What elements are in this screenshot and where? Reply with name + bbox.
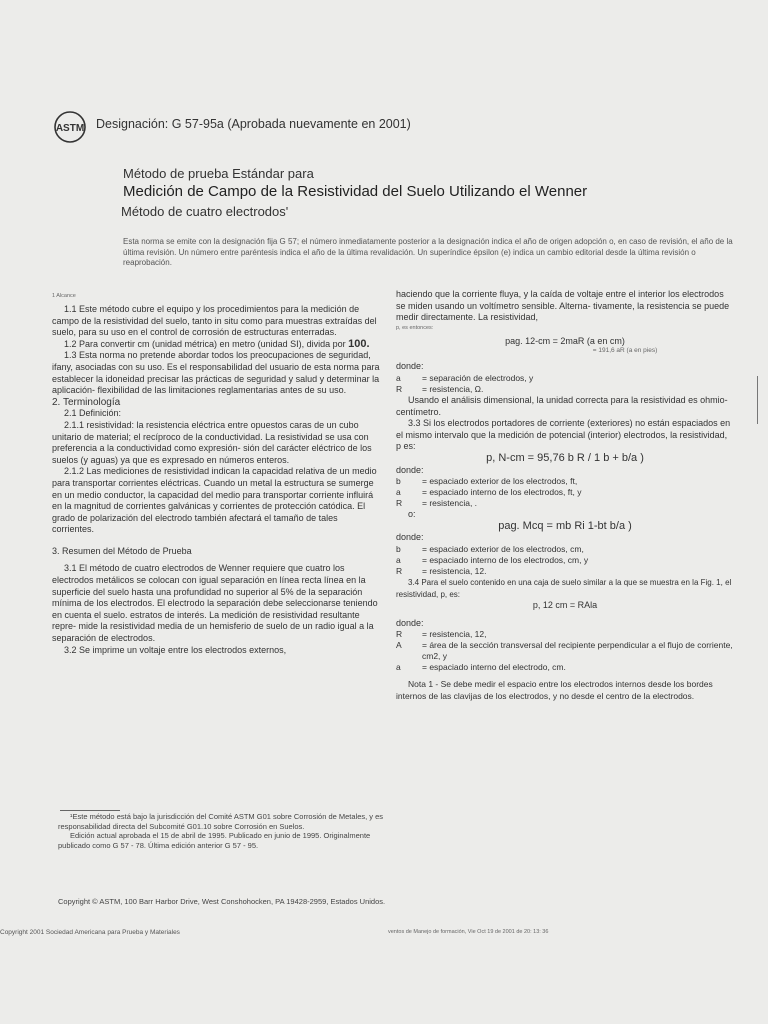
variable-a-cm: a = espaciado interno de los electrodos, cm, y bbox=[396, 554, 589, 565]
footnote-2: Edición actual aprobada el 15 de abril de 1995. Publicado en junio de 1995. Originalmente publicado como G 57 - 78. Última edición anterior G 57 - 95. bbox=[58, 831, 371, 850]
dimensional-analysis: Usando el análisis dimensional, la unidad correcta para la resistividad es ohmio-centímetro. bbox=[396, 394, 728, 417]
or-label: o: bbox=[408, 509, 416, 520]
para-1-2-number: 100. bbox=[348, 337, 370, 350]
left-column bbox=[52, 292, 382, 656]
equation-3: p, N-cm = 95,76 b R / 1 b + b/a ) bbox=[486, 451, 644, 464]
para-2-1-1: 2.1.1 resistividad: la resistencia eléctrica entre opuestos caras de un cubo unitario de material; el recíproco de la conductividad. La resistividad se usa con preferencia a la conductividad como expresión- sión del carácter eléctrico de los suelos (y aguas) ya que es expresado en números enteros. bbox=[52, 419, 372, 465]
variable-r-4: R = resistencia, 12, bbox=[396, 629, 487, 640]
note-1: Nota 1 - Se debe medir el espacio entre los electrodos internos desde los bordes internos de las clavijas de los electrodos, y no desde el centro de la electrodos. bbox=[396, 679, 713, 701]
footnote-rule bbox=[60, 810, 120, 811]
equation-2: = 191,6 aR (a en pies) bbox=[592, 347, 658, 355]
equation-1: pag. 12-cm = 2maR (a en cm) bbox=[505, 335, 625, 346]
para-3-4: 3.4 Para el suelo contenido en una caja de suelo similar a la que se muestra en la Fig. 1, el resistividad, p, es: bbox=[396, 577, 732, 599]
where-label-1: donde: bbox=[396, 361, 424, 372]
variable-b-cm: b = espaciado exterior de los electrodos, cm, bbox=[396, 543, 584, 554]
equation-4: pag. Mcq = mb Ri 1-bt b/a ) bbox=[498, 519, 632, 532]
right-column bbox=[396, 289, 734, 702]
para-3-2: 3.2 Se imprime un voltaje entre los electrodos externos, bbox=[64, 644, 287, 655]
svg-text:ASTM: ASTM bbox=[55, 123, 85, 134]
variable-r: R = resistencia, Ω. bbox=[396, 383, 484, 394]
variable-a-4: a = espaciado interno del electrodo, cm. bbox=[396, 662, 566, 673]
section-3-heading: 3. Resumen del Método de Prueba bbox=[52, 545, 192, 556]
footnotes bbox=[58, 812, 388, 850]
variable-r-2: R = resistencia, . bbox=[396, 498, 478, 509]
para-2-1: 2.1 Definición: bbox=[64, 408, 122, 419]
copyright-line: Copyright © ASTM, 100 Barr Harbor Drive, West Conshohocken, PA 19428-2959, Estados Unidos. bbox=[58, 897, 386, 906]
variable-area: A = área de la sección transversal del recipiente perpendicular a el flujo de corriente, cm2, y bbox=[396, 640, 733, 662]
para-1-1: 1.1 Este método cubre el equipo y los procedimientos para la medición de campo de la resistividad del suelo, tanto in situ como para muestras extraídas del suelo, para su uso en el control de corrosión de estructuras enterradas. bbox=[52, 304, 377, 338]
bottom-right-stamp: ventos de Manejo de formación, Vie Oct 19 de 2001 de 20: 13: 36 bbox=[388, 929, 549, 935]
entonces-label: p, es entonces: bbox=[396, 324, 434, 331]
variable-r-3: R = resistencia, 12. bbox=[396, 565, 487, 576]
equation-5: p, 12 cm = RAla bbox=[532, 600, 598, 611]
variable-a: a = separación de electrodos, y bbox=[396, 372, 534, 383]
intro-paragraph: Esta norma se emite con la designación fija G 57; el número inmediatamente posterior a la designación indica el año de origen adopción o, en caso de revisión, el año de la última revisión. Un número entre paréntesis indica el año de la última revalidación. Un superíndice épsilon (e) indica un cambio editorial desde la última revisión o reaprobación. bbox=[123, 237, 733, 267]
designation: Designación: G 57-95a (Aprobada nuevamente en 2001) bbox=[96, 117, 411, 131]
para-3-1: 3.1 El método de cuatro electrodos de Wenner requiere que cuatro los electrodos metálicos se colocan con igual separación en línea recta línea en la superficie del suelo hasta una profundidad no superior al 5% de la separación mínima de los electrodos. El electrodo la separación debe seleccionarse teniendo en cuenta el suelo. estratos de interés. La medición de resistividad resultante repre- mide la resistividad media de un hemisferio de suelo de un radio igual a la separación de electrodos. bbox=[52, 563, 378, 644]
para-1-3: 1.3 Esta norma no pretende abordar todos los preocupaciones de seguridad, ifany, asociadas con su uso. Es el responsabilidad del usuario de esta norma para establecer la idoneidad precisar las prácticas de seguridad y salud y determinar la aplicación- flexibilidad de las limitaciones reglamentarias antes de su uso. bbox=[52, 350, 380, 396]
astm-logo-icon bbox=[52, 110, 88, 144]
title-line-1: Método de prueba Estándar para bbox=[123, 166, 314, 181]
variable-b-ft: b = espaciado exterior de los electrodos, ft, bbox=[396, 476, 578, 487]
para-3-2-cont: haciendo que la corriente fluya, y la caída de voltaje entre el interior los electrodos se miden usando un voltímetro sensible. Alterna- tivamente, la resistencia se puede medir directamente. La resistividad, bbox=[396, 289, 730, 323]
para-3-3: 3.3 Si los electrodos portadores de corriente (exteriores) no están espaciados en el mismo intervalo que la medición de potencial (interior) electrodos, la resistividad, p es: bbox=[396, 418, 731, 452]
where-label-3: donde: bbox=[396, 532, 424, 543]
scan-edge-mark bbox=[757, 376, 758, 424]
para-2-1-2: 2.1.2 Las mediciones de resistividad indican la capacidad relativa de un medio para transportar corrientes eléctricas. Cuando un metal la estructura se sumerge en un medio conductor, la capacidad del medio para transportar corriente influirá en la magnitud de corrientes galvánicas y corrientes de protección catódica. El grado de polarización del electrodo también afectará el tamaño de tales corrientes. bbox=[52, 466, 377, 535]
footnote-1: ¹Este método está bajo la jurisdicción del Comité ASTM G01 sobre Corrosión de Metales, y es responsabilidad directa del Subcomité G01.10 sobre Corrosión en Suelos. bbox=[58, 812, 384, 831]
where-label-2: donde: bbox=[396, 464, 424, 475]
title-line-3: Método de cuatro electrodos' bbox=[121, 204, 289, 219]
section-2-heading: 2. Terminología bbox=[52, 396, 121, 408]
para-1-2: 1.2 Para convertir cm (unidad métrica) en metro (unidad SI), divida por 100. bbox=[64, 337, 370, 350]
title-line-2: Medición de Campo de la Resistividad del Suelo Utilizando el Wenner bbox=[123, 183, 588, 200]
bottom-left-stamp: Copyright 2001 Sociedad Americana para Prueba y Materiales bbox=[0, 929, 180, 936]
variable-a-ft: a = espaciado interno de los electrodos, ft, y bbox=[396, 487, 582, 498]
scope-label: 1 Alcance bbox=[52, 293, 76, 299]
where-label-4: donde: bbox=[396, 617, 424, 628]
